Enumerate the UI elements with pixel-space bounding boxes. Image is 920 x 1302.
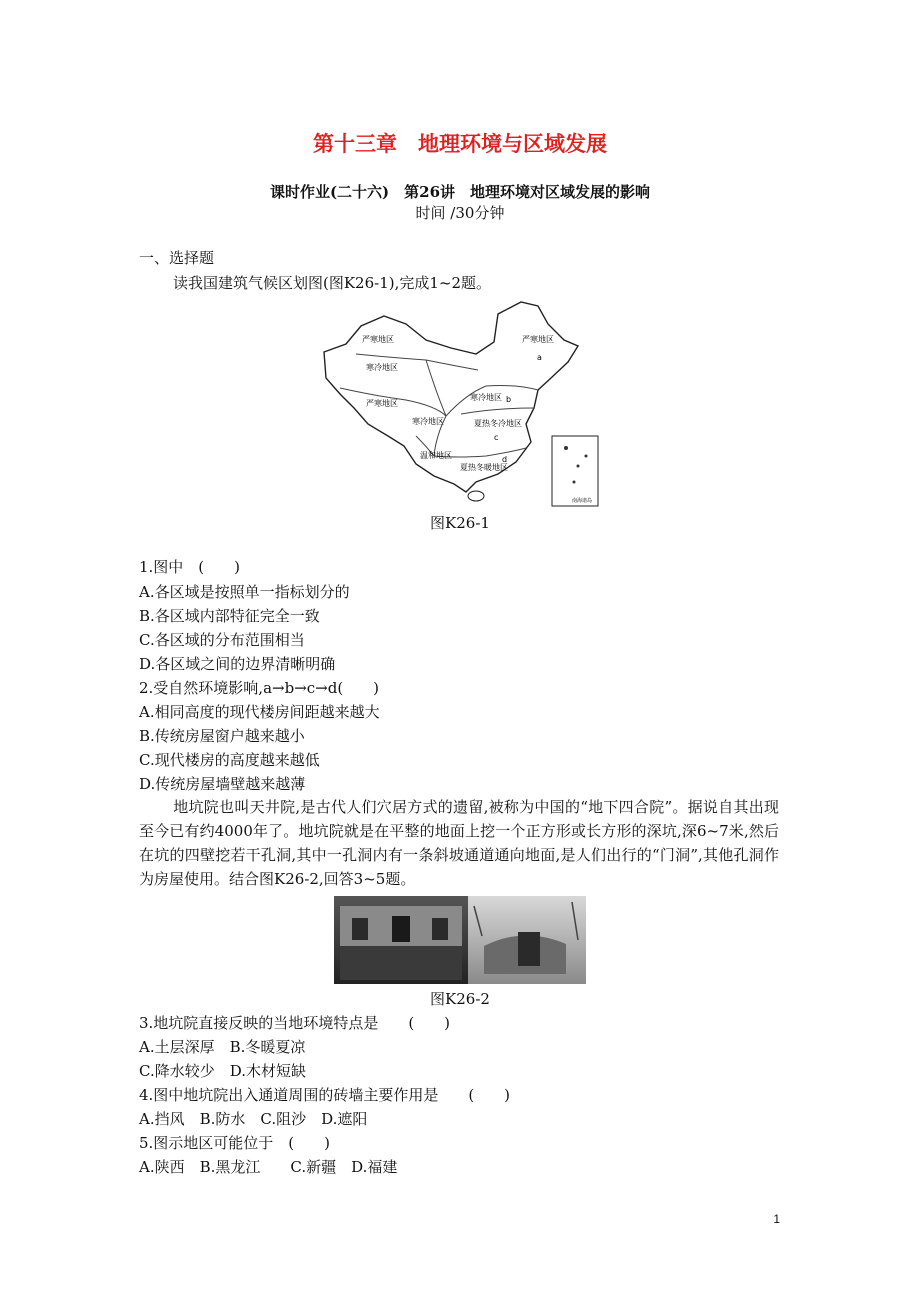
q4-options: A.挡风 B.防水 C.阻沙 D.遮阳: [139, 1110, 368, 1128]
intro-text: 读我国建筑气候区划图(图K26-1),完成1~2题。: [173, 274, 492, 292]
region-label-7: 夏热冬冷地区: [474, 419, 522, 428]
region-label-9: 夏热冬暖地区: [460, 463, 508, 472]
q3-stem: 3.地坑院直接反映的当地环境特点是 ( ): [139, 1014, 451, 1032]
q1-option-b: B.各区域内部特征完全一致: [139, 607, 320, 625]
passage: [139, 795, 779, 891]
region-label-5: 寒冷地区: [470, 393, 502, 402]
region-label-4: 严寒地区: [522, 335, 554, 344]
zone-letter-b: b: [506, 395, 512, 404]
inset-label: 南海诸岛: [572, 498, 593, 504]
zone-letter-d: d: [502, 455, 508, 464]
zone-letter-c: c: [494, 433, 499, 442]
q5-stem: 5.图示地区可能位于 ( ): [139, 1134, 331, 1152]
figure2-caption: 图K26-2: [430, 990, 490, 1008]
region-label-3: 严寒地区: [366, 399, 398, 408]
time-note: 时间 /30分钟: [415, 204, 505, 222]
region-label-2: 寒冷地区: [366, 363, 398, 372]
q2-option-b: B.传统房屋窗户越来越小: [139, 727, 305, 745]
q1-option-c: C.各区域的分布范围相当: [139, 631, 305, 649]
region-label-8: 温和地区: [420, 451, 452, 460]
q2-option-a: A.相同高度的现代楼房间距越来越大: [139, 703, 380, 721]
q1-option-a: A.各区域是按照单一指标划分的: [139, 583, 350, 601]
region-label-1: 严寒地区: [362, 335, 394, 344]
dikengyuan-photos: [334, 896, 586, 984]
q4-stem: 4.图中地坑院出入通道周围的砖墙主要作用是 ( ): [139, 1086, 511, 1104]
passage-text: 地坑院也叫天井院,是古代人们穴居方式的遗留,被称为中国的“地下四合院”。据说自其出现至今已有约4000年了。地坑院就是在平整的地面上挖一个正方形或长方形的深坑,深6~7米,然后在坑的四壁挖若干孔洞,其中一孔洞内有一条斜坡通道通向地面,是人们出行的“门洞”,其他孔洞作为房屋使用。结合图K26-2,回答3~5题。: [139, 798, 779, 888]
lesson-title: 课时作业(二十六) 第26讲 地理环境对区域发展的影响: [269, 183, 651, 201]
q1-stem: 1.图中 ( ): [139, 558, 241, 576]
page-number: 1: [773, 1212, 780, 1226]
section-heading: 一、选择题: [139, 249, 215, 267]
q2-option-d: D.传统房屋墙壁越来越薄: [139, 775, 306, 793]
region-label-6: 寒冷地区: [412, 417, 444, 426]
figure1-caption: 图K26-1: [430, 514, 490, 532]
chapter-title: 第十三章 地理环境与区域发展: [313, 132, 607, 156]
q5-options: A.陕西 B.黑龙江 C.新疆 D.福建: [139, 1158, 398, 1176]
climate-zone-map: [316, 296, 602, 510]
q3-options-ab: A.土层深厚 B.冬暖夏凉: [139, 1038, 306, 1056]
q1-option-d: D.各区域之间的边界清晰明确: [139, 655, 336, 673]
q2-option-c: C.现代楼房的高度越来越低: [139, 751, 320, 769]
zone-letter-a: a: [537, 353, 542, 362]
q3-options-cd: C.降水较少 D.木材短缺: [139, 1062, 306, 1080]
q2-stem: 2.受自然环境影响,a→b→c→d( ): [139, 679, 380, 697]
